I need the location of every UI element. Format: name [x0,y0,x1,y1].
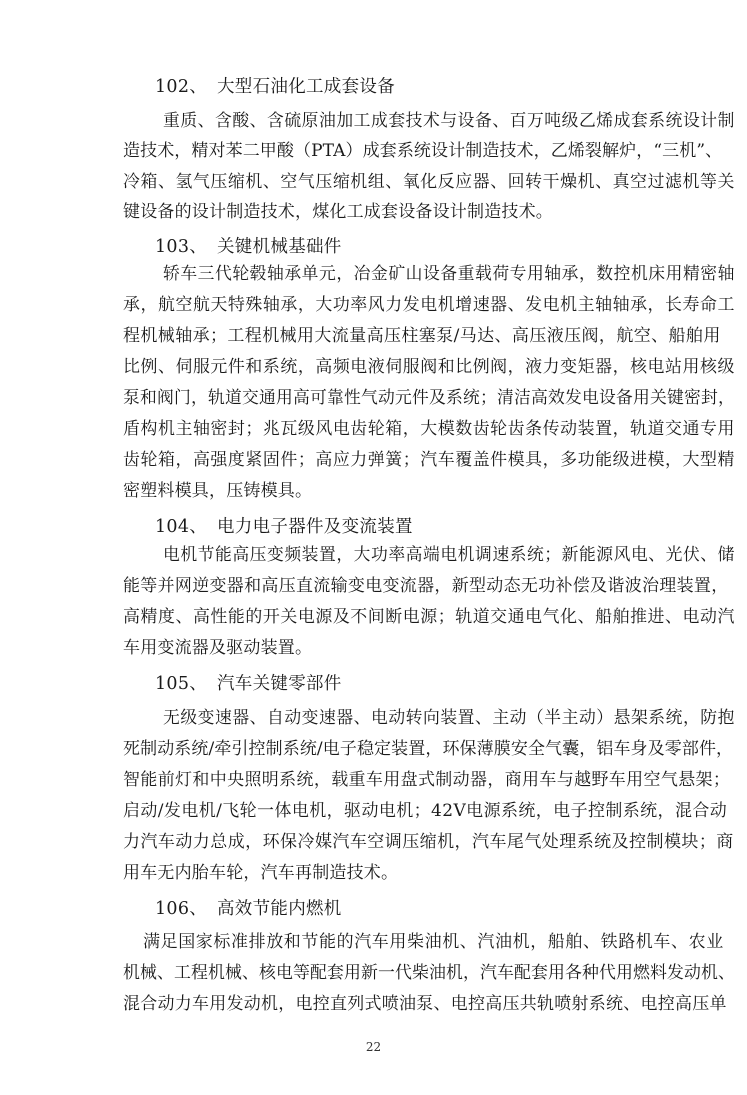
section-title: 关键机械基础件 [217,237,342,257]
body-line: 比例、伺服元件和系统，高频电液伺服阀和比例阀，液力变矩器，核电站用核级 [123,357,735,377]
body-line: 齿轮箱，高强度紧固件；高应力弹簧；汽车覆盖件模具，多功能级进模，大型精 [123,450,735,470]
body-line: 承，航空航天特殊轴承，大功率风力发电机增速器、发电机主轴轴承，长寿命工 [123,295,735,315]
body-line: 能等并网逆变器和高压直流输变电变流器，新型动态无功补偿及谐波治理装置， [123,576,729,596]
body-line: 轿车三代轮毂轴承单元，冶金矿山设备重载荷专用轴承，数控机床用精密轴 [163,264,735,284]
body-line: 密塑料模具，压铸模具。 [123,481,313,501]
body-line: 重质、含酸、含硫原油加工成套技术与设备、百万吨级乙烯成套系统设计制 [163,111,735,131]
body-line: 机械、工程机械、核电等配套用新一代柴油机，汽车配套用各种代用燃料发动机、 [123,963,735,983]
section-number: 102、 [155,77,208,97]
body-line: 造技术，精对苯二甲酸（PTA）成套系统设计制造技术，乙烯裂解炉，“三机”、 [123,141,723,161]
body-line: 无级变速器、自动变速器、电动转向装置、主动（半主动）悬架系统，防抱 [163,708,735,728]
body-line: 用车无内胎车轮，汽车再制造技术。 [123,863,399,883]
body-line: 智能前灯和中央照明系统，载重车用盘式制动器，商用车与越野车用空气悬架； [123,770,731,790]
body-line: 满足国家标准排放和节能的汽车用柴油机、汽油机，船舶、铁路机车、农业 [143,932,724,952]
page-number: 22 [365,1040,382,1054]
section-heading [155,895,342,920]
section-number: 103、 [155,237,208,257]
section-title: 汽车关键零部件 [217,674,342,694]
section-title: 大型石油化工成套设备 [217,77,395,97]
body-line: 泵和阀门，轨道交通用高可靠性气动元件及系统；清洁高效发电设备用关键密封， [123,388,736,408]
section-number: 106、 [155,899,208,919]
body-line: 程机械轴承；工程机械用大流量高压柱塞泵/马达、高压液压阀，航空、船舶用 [123,326,721,346]
body-line: 启动/发电机/飞轮一体电机，驱动电机；42V电源系统，电子控制系统，混合动 [123,801,728,821]
section-title: 电力电子器件及变流装置 [217,517,413,537]
section-heading [155,233,342,258]
section-heading [155,73,395,98]
body-line: 力汽车动力总成，环保冷媒汽车空调压缩机，汽车尾气处理系统及控制模块；商 [123,832,734,852]
body-line: 车用变流器及驱动装置。 [123,638,313,658]
body-line: 键设备的设计制造技术，煤化工成套设备设计制造技术。 [123,202,553,222]
body-line: 混合动力车用发动机，电控直列式喷油泵、电控高压共轨喷射系统、电控高压单 [123,994,727,1014]
body-line: 冷箱、氢气压缩机、空气压缩机组、氧化反应器、回转干燥机、真空过滤机等关 [123,172,735,192]
section-number: 104、 [155,517,208,537]
section-title: 高效节能内燃机 [217,899,342,919]
body-line: 盾构机主轴密封；兆瓦级风电齿轮箱，大模数齿轮齿条传动装置，轨道交通专用 [123,419,735,439]
section-number: 105、 [155,674,208,694]
section-heading [155,513,413,538]
section-heading [155,670,342,695]
body-line: 电机节能高压变频装置，大功率高端电机调速系统；新能源风电、光伏、储 [163,545,735,565]
body-line: 高精度、高性能的开关电源及不间断电源；轨道交通电气化、船舶推进、电动汽 [123,607,735,627]
body-line: 死制动系统/牵引控制系统/电子稳定装置，环保薄膜安全气囊，铝车身及零部件， [123,739,734,759]
